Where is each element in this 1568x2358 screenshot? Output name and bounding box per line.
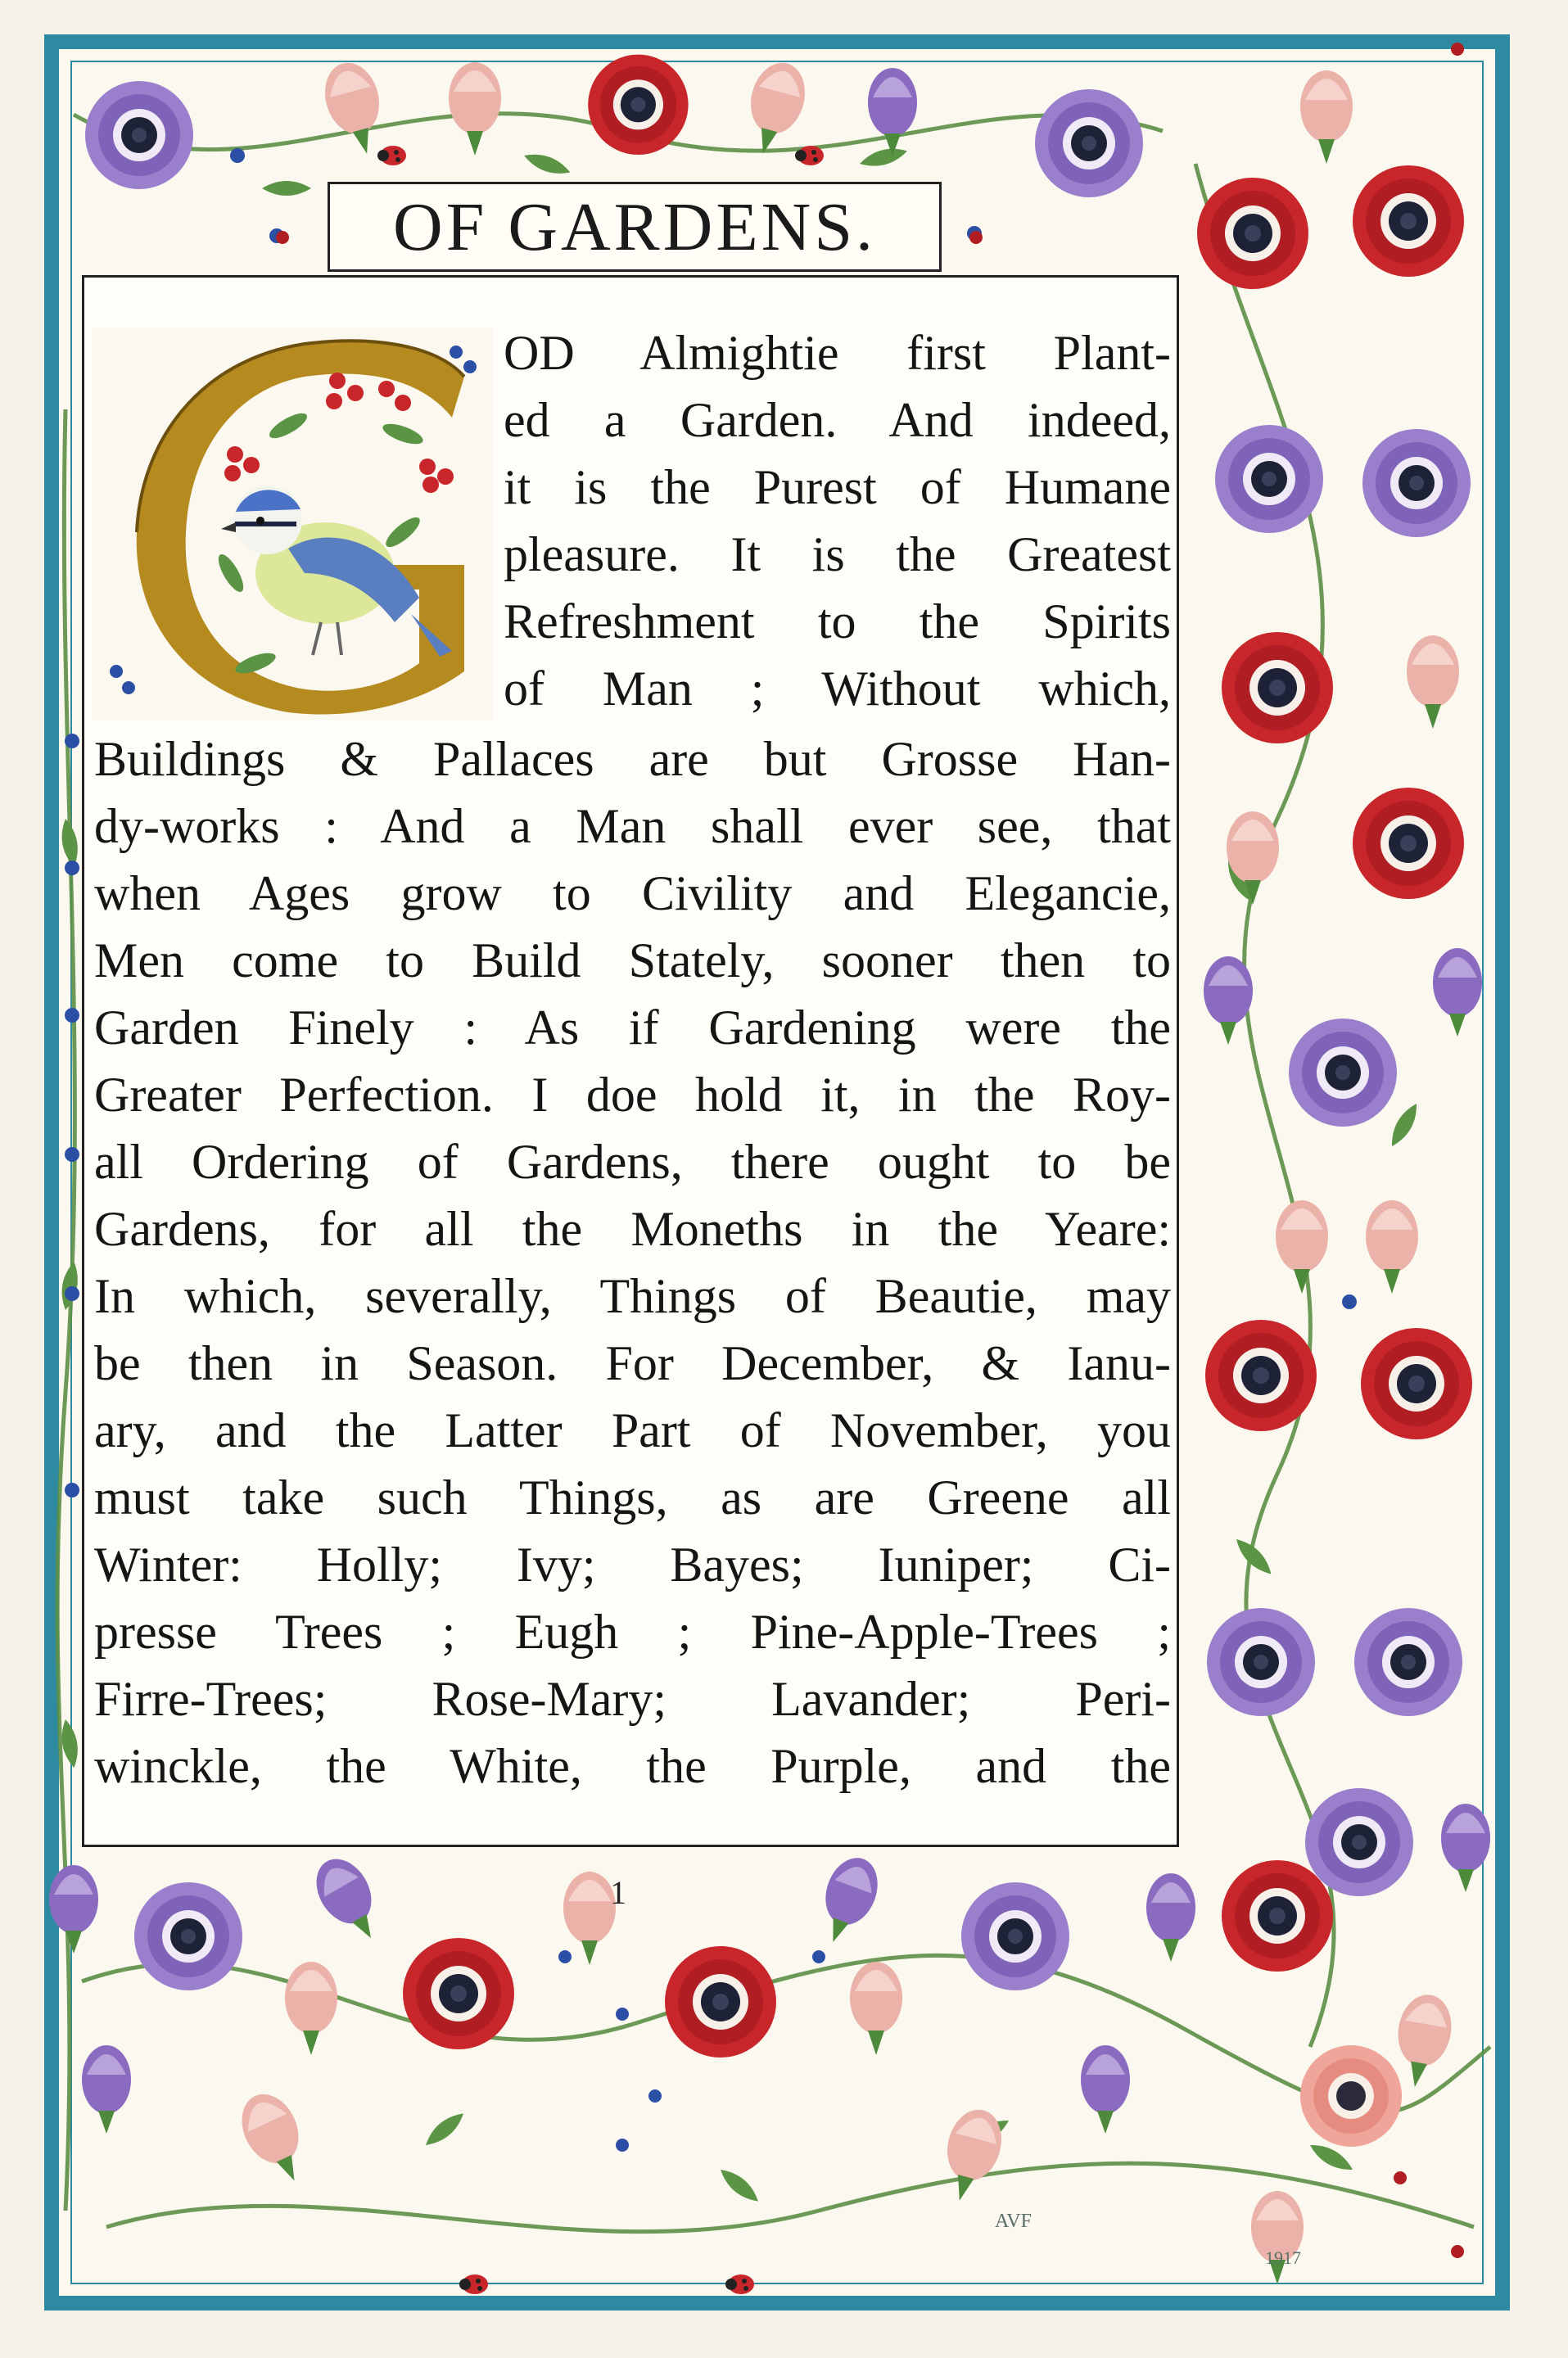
date-mark: 1917 [1265, 2247, 1301, 2268]
artist-monogram: AVF [995, 2211, 1032, 2232]
illuminated-initial [92, 328, 493, 720]
text-line: presse Trees ; Eugh ; Pine-Apple-Trees ; [94, 1605, 1171, 1659]
text-line: pleasure. It is the Greatest [504, 527, 1171, 581]
text-line: all Ordering of Gardens, there ought to be [94, 1135, 1171, 1189]
text-line: be then in Season. For December, & Ianu- [94, 1336, 1171, 1390]
text-line: OD Almightie first Plant- [504, 326, 1171, 380]
page-number: 1 [610, 1874, 626, 1911]
chapter-title-box [328, 182, 942, 272]
text-line: Firre-Trees; Rose-Mary; Lavander; Peri- [94, 1672, 1171, 1726]
text-line: Garden Finely : As if Gardening were the [94, 1001, 1171, 1055]
text-line: winckle, the White, the Purple, and the [94, 1739, 1171, 1793]
text-line: of Man ; Without which, [504, 662, 1171, 716]
text-line: it is the Purest of Humane [504, 460, 1171, 514]
text-line: dy-works : And a Man shall ever see, that [94, 799, 1171, 853]
chapter-title: OF GARDENS. [392, 188, 877, 265]
text-line: ed a Garden. And indeed, [504, 393, 1171, 447]
text-line: In which, severally, Things of Beautie, may [94, 1269, 1171, 1323]
text-line: ary, and the Latter Part of November, you [94, 1403, 1171, 1457]
text-line: Greater Perfection. I doe hold it, in the Roy- [94, 1068, 1171, 1122]
text-line: Men come to Build Stately, sooner then to [94, 933, 1171, 987]
text-line: Winter: Holly; Ivy; Bayes; Iuniper; Ci- [94, 1538, 1171, 1592]
text-line: Gardens, for all the Moneths in the Yeare: [94, 1202, 1171, 1256]
text-line: when Ages grow to Civility and Elegancie, [94, 866, 1171, 920]
text-line: must take such Things, as are Greene all [94, 1470, 1171, 1525]
text-line: Buildings & Pallaces are but Grosse Han- [94, 732, 1171, 786]
text-line: Refreshment to the Spirits [504, 594, 1171, 648]
